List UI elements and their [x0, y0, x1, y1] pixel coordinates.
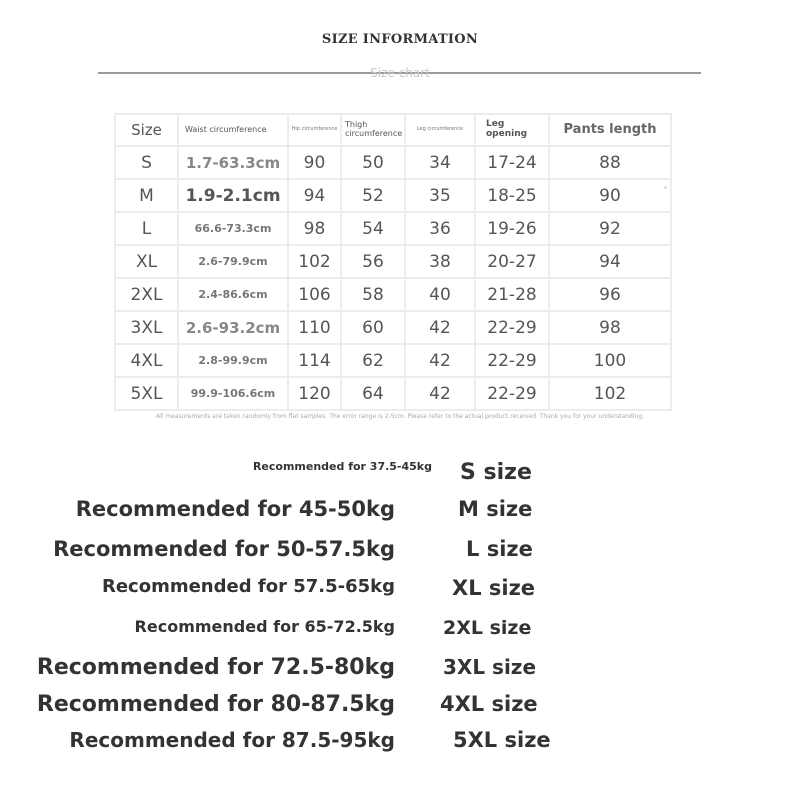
- measurement-cell: 1.9-2.1cm: [178, 179, 288, 212]
- measurement-cell: 35: [405, 179, 475, 212]
- measurement-cell: 99.9-106.6cm: [178, 377, 288, 410]
- recommendation-row: [0, 576, 800, 610]
- weight-range-text: Recommended for 57.5-65kg: [101, 576, 395, 597]
- recommendation-row: [0, 728, 800, 762]
- measurement-cell: 98: [288, 212, 341, 245]
- recommendation-row: [0, 497, 800, 531]
- table-row: [115, 344, 671, 377]
- measurement-cell: 2.4-86.6cm: [178, 278, 288, 311]
- measurement-cell: 106: [288, 278, 341, 311]
- table-row: [115, 245, 671, 278]
- recommended-size-text: 2XL size: [443, 617, 532, 639]
- table-row: [115, 311, 671, 344]
- weight-range-text: Recommended for 80-87.5kg: [36, 692, 395, 717]
- header-leg-circ: Leg circumference: [405, 114, 475, 146]
- table-row: [115, 212, 671, 245]
- measurement-cell: 66.6-73.3cm: [178, 212, 288, 245]
- recommended-size-text: XL size: [452, 576, 536, 600]
- measurement-cell: 90: [288, 146, 341, 179]
- header-waist: Waist circumference: [178, 114, 288, 146]
- measurement-cell: 40: [405, 278, 475, 311]
- measurement-cell: 64: [341, 377, 405, 410]
- measurement-cell: 102: [549, 377, 671, 410]
- measurement-cell: 34: [405, 146, 475, 179]
- recommendation-row: [0, 460, 800, 494]
- page-title: SIZE INFORMATION: [321, 32, 479, 47]
- measurement-cell: 42: [405, 344, 475, 377]
- recommendation-row: [0, 617, 800, 651]
- measurement-footnote: All measurements are taken randomly from flat samples. The error range is 2-5cm. Please refer to the actual product received. Thank you for your understanding.: [155, 413, 645, 420]
- measurement-cell: 2.8-99.9cm: [178, 344, 288, 377]
- recommendation-row: [0, 537, 800, 571]
- measurement-cell: 94: [288, 179, 341, 212]
- recommended-size-text: L size: [466, 537, 533, 561]
- table-row: [115, 179, 671, 212]
- measurement-cell: 56: [341, 245, 405, 278]
- weight-range-text: Recommended for 45-50kg: [75, 497, 395, 521]
- measurement-cell: 2.6-93.2cm: [178, 311, 288, 344]
- weight-range-text: Recommended for 87.5-95kg: [69, 728, 395, 752]
- weight-range-text: Recommended for 50-57.5kg: [53, 537, 395, 561]
- measurement-cell: 98: [549, 311, 671, 344]
- recommended-size-text: S size: [460, 460, 532, 485]
- measurement-cell: 94: [549, 245, 671, 278]
- measurement-cell: 50: [341, 146, 405, 179]
- measurement-cell: 19-26: [475, 212, 549, 245]
- size-cell: L: [115, 212, 178, 245]
- measurement-cell: 96: [549, 278, 671, 311]
- header-leg-opening: Leg opening: [475, 114, 549, 146]
- header-hip: Hip circumference: [288, 114, 341, 146]
- measurement-cell: 22-29: [475, 377, 549, 410]
- measurement-cell: 120: [288, 377, 341, 410]
- recommendation-row: [0, 655, 800, 689]
- table-row: [115, 278, 671, 311]
- weight-range-text: Recommended for 37.5-45kg: [252, 460, 432, 473]
- measurement-cell: 42: [405, 377, 475, 410]
- size-cell: S: [115, 146, 178, 179]
- weight-range-text: Recommended for 72.5-80kg: [36, 655, 395, 680]
- measurement-cell: 60: [341, 311, 405, 344]
- recommendation-row: [0, 692, 800, 726]
- size-cell: 2XL: [115, 278, 178, 311]
- measurement-cell: 18-25: [475, 179, 549, 212]
- measurement-cell: 90: [549, 179, 671, 212]
- measurement-cell: 110: [288, 311, 341, 344]
- table-row: [115, 146, 671, 179]
- weight-range-text: Recommended for 65-72.5kg: [134, 617, 395, 636]
- recommended-size-text: M size: [458, 497, 533, 521]
- measurement-cell: 22-29: [475, 344, 549, 377]
- measurement-cell: 54: [341, 212, 405, 245]
- measurement-cell: 36: [405, 212, 475, 245]
- size-cell: 3XL: [115, 311, 178, 344]
- size-cell: 5XL: [115, 377, 178, 410]
- measurement-cell: 1.7-63.3cm: [178, 146, 288, 179]
- recommended-size-text: 3XL size: [443, 655, 537, 679]
- header-pants-length: Pants length: [549, 114, 671, 146]
- recommended-size-text: 5XL size: [453, 728, 551, 752]
- measurement-cell: 114: [288, 344, 341, 377]
- measurement-cell: 88: [549, 146, 671, 179]
- size-table: [114, 113, 672, 411]
- measurement-cell: 58: [341, 278, 405, 311]
- recommended-size-text: 4XL size: [440, 692, 538, 716]
- measurement-cell: 17-24: [475, 146, 549, 179]
- measurement-cell: 21-28: [475, 278, 549, 311]
- measurement-cell: 102: [288, 245, 341, 278]
- table-header-row: [115, 114, 671, 146]
- measurement-cell: 92: [549, 212, 671, 245]
- measurement-cell: 52: [341, 179, 405, 212]
- header-size: Size: [115, 114, 178, 146]
- size-cell: 4XL: [115, 344, 178, 377]
- measurement-cell: 22-29: [475, 311, 549, 344]
- measurement-cell: 100: [549, 344, 671, 377]
- measurement-cell: 62: [341, 344, 405, 377]
- measurement-cell: 38: [405, 245, 475, 278]
- decorative-dot: [664, 186, 667, 189]
- measurement-cell: 42: [405, 311, 475, 344]
- header-thigh: Thigh circumference: [341, 114, 405, 146]
- size-cell: XL: [115, 245, 178, 278]
- measurement-cell: 20-27: [475, 245, 549, 278]
- measurement-cell: 2.6-79.9cm: [178, 245, 288, 278]
- weight-recommendations: [0, 455, 800, 785]
- table-row: [115, 377, 671, 410]
- size-cell: M: [115, 179, 178, 212]
- size-chart-subtitle: Size chart: [370, 66, 430, 80]
